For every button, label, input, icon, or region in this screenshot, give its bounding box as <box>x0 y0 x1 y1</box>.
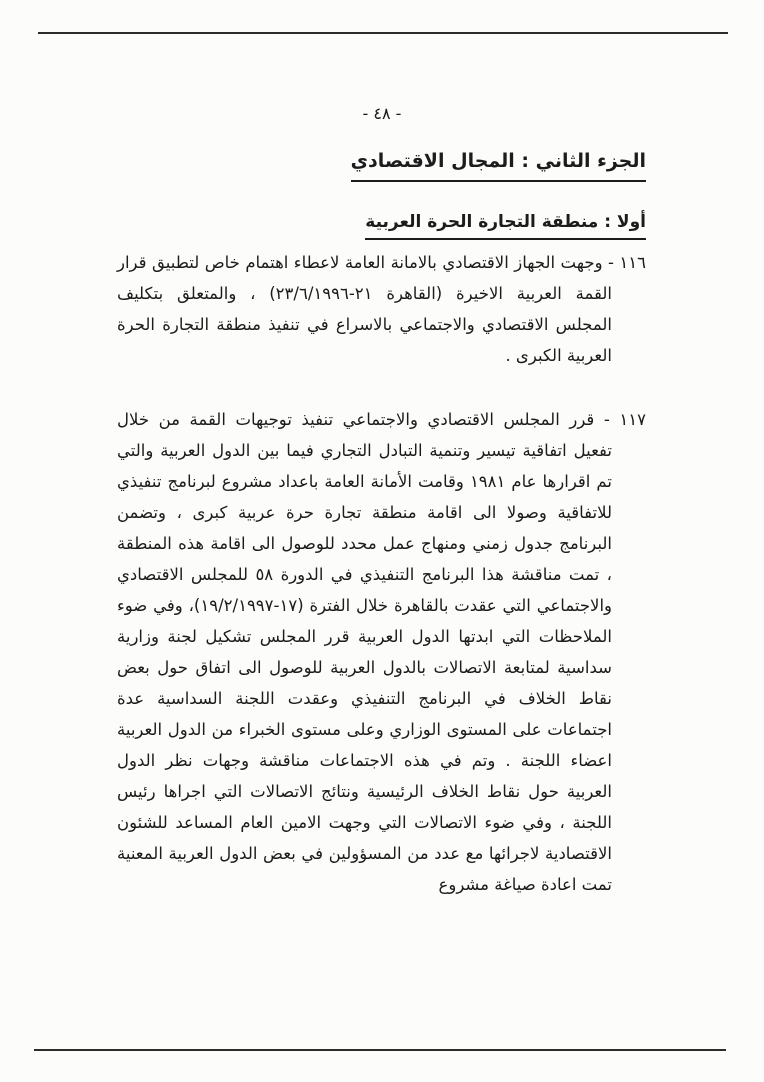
scan-artifact-top-line <box>38 32 728 34</box>
paragraph-116 <box>117 247 646 371</box>
paragraph-117 <box>117 404 646 900</box>
paragraph-116-text: وجهت الجهاز الاقتصادي بالامانة العامة لاعطاء اهتمام خاص لتطبيق قرار القمة العربية الاخيرة (القاهرة ٢١-٢٣/٦/١٩٩٦) ، والمتعلق بتكليف المجلس الاقتصادي والاجتماعي بالاسراع في تنفيذ منطقة التجارة الحرة العربية الكبرى . <box>117 253 612 365</box>
scan-artifact-bottom-line <box>34 1049 726 1051</box>
paragraph-117-number: ١١٧ - <box>603 410 647 429</box>
paragraph-117-text: قرر المجلس الاقتصادي والاجتماعي تنفيذ توجيهات القمة من خلال تفعيل اتفاقية تيسير وتنمية التبادل التجاري فيما بين الدول العربية والتي تم اقرارها عام ١٩٨١ وقامت الأمانة العامة باعداد مشروع لبرنامج تنفيذي للاتفاقية وصولا الى اقامة منطقة تجارة حرة عربية كبرى ، وتضمن البرنامج جدول زمني ومنهاج عمل محدد للوصول الى اقامة هذه المنطقة ، تمت مناقشة هذا البرنامج التنفيذي في الدورة ٥٨ للمجلس الاقتصادي والاجتماعي التي عقدت بالقاهرة خلال الفترة (١٧-١٩/٢/١٩٩٧)، وفي ضوء الملاحظات التي ابدتها الدول العربية قرر المجلس تشكيل لجنة وزارية سداسية لمتابعة الاتصالات بالدول العربية للوصول الى اتفاق حول بعض نقاط الخلاف في البرنامج التنفيذي وعقدت اللجنة السداسية عدة اجتماعات على المستوى الوزاري وعلى مستوى الخبراء من الدول العربية اعضاء اللجنة . وتم في هذه الاجتماعات مناقشة وجهات نظر الدول العربية حول نقاط الخلاف الرئيسية ونتائج الاتصالات التي اجراها رئيس اللجنة ، وفي ضوء الاتصالات التي وجهت الامين العام المساعد للشئون الاقتصادية لاجرائها مع عدد من المسؤولين في بعض الدول العربية المعنية تمت اعادة صياغة مشروع <box>117 410 612 894</box>
paragraph-116-number: ١١٦ - <box>608 253 646 272</box>
document-body <box>117 247 646 900</box>
section-heading: الجزء الثاني : المجال الاقتصادي <box>351 150 646 182</box>
subsection-heading: أولا : منطقة التجارة الحرة العربية <box>365 212 646 240</box>
page-number: - ٤٨ - <box>362 104 402 123</box>
